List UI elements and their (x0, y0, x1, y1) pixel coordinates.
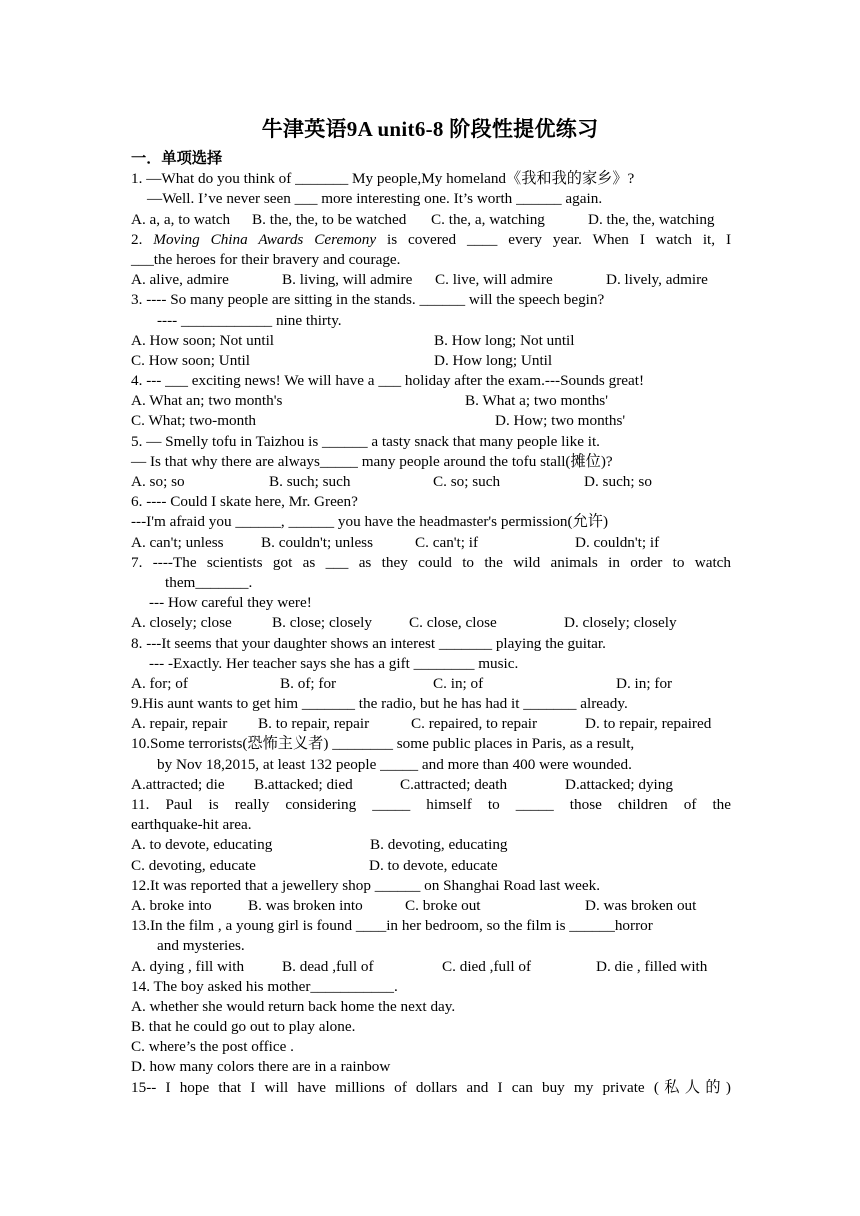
option-d: D. was broken out (585, 896, 697, 914)
option-b: B. was broken into (248, 896, 363, 914)
option-d: D. to devote, educate (369, 856, 498, 874)
section-heading: 一．单项选择 (131, 150, 223, 167)
question-7-options (131, 613, 731, 633)
option-d: D. How long; Until (434, 351, 553, 369)
option-b: B. What a; two months' (465, 392, 608, 410)
question-13-continuation: and mysteries. (157, 937, 245, 955)
option-d: D. couldn't; if (575, 533, 660, 551)
option-c: C. What; two-month (131, 412, 257, 430)
question-number: 2. (131, 230, 143, 248)
option-c: C. close, close (409, 614, 497, 632)
question-11-options-row1 (131, 835, 731, 855)
option-b: B. How long; Not until (434, 331, 575, 349)
question-6-reply: ---I'm afraid you ______, ______ you have the headmaster's permission(允许) (131, 513, 609, 531)
option-b: B. the, the, to be watched (252, 210, 407, 228)
option-a: A. alive, admire (131, 271, 229, 289)
option-b: B. to repair, repair (258, 715, 370, 733)
question-6-options (131, 533, 731, 553)
page-title: 牛津英语9A unit6-8 阶段性提优练习 (261, 117, 599, 141)
option-a: A. repair, repair (131, 715, 228, 733)
option-d: D. to repair, repaired (585, 715, 712, 733)
option-c: C. live, will admire (435, 271, 553, 289)
question-3-options-row1 (131, 331, 731, 351)
option-c: C. in; of (433, 674, 484, 692)
question-12-options (131, 896, 731, 916)
option-b: B. that he could go out to play alone. (131, 1018, 356, 1036)
option-b: B. devoting, educating (370, 836, 508, 854)
option-b: B. living, will admire (282, 271, 413, 289)
option-a: A. can't; unless (131, 533, 224, 551)
option-a: A. whether she would return back home the next day. (131, 997, 456, 1015)
option-d: D.attacked; dying (565, 775, 673, 793)
option-a: A. How soon; Not until (131, 331, 275, 349)
option-b: B. such; such (269, 473, 351, 490)
option-a: A. to devote, educating (131, 836, 273, 854)
option-b: B. close; closely (272, 614, 372, 632)
question-10-options (131, 775, 731, 795)
question-4-stem: 4. --- ___ exciting news! We will have a ___ holiday after the exam.---Sounds great! (131, 372, 645, 390)
question-3-stem: 3. ---- So many people are sitting in the stands. ______ will the speech begin? (131, 291, 605, 309)
question-4-options-row1 (131, 391, 731, 411)
option-d: D. how many colors there are in a rainbow (131, 1058, 391, 1076)
question-13-options (131, 957, 731, 977)
option-d: D. How; two months' (495, 412, 626, 430)
question-2-stem (131, 230, 731, 250)
question-2-options (131, 270, 731, 290)
question-11-continuation: earthquake-hit area. (131, 816, 252, 834)
program-title: Moving China Awards Ceremony (153, 230, 377, 248)
question-10-stem: 10.Some terrorists(恐怖主义者) ________ some public places in Paris, as a result, (131, 735, 635, 753)
option-d: D. such; so (584, 473, 652, 490)
question-5-stem: 5. — Smelly tofu in Taizhou is ______ a tasty snack that many people like it. (131, 432, 600, 450)
question-3-reply: ---- ____________ nine thirty. (157, 311, 342, 329)
question-11-options-row2 (131, 856, 731, 876)
option-c: C. where’s the post office . (131, 1038, 294, 1056)
question-5-options (131, 472, 731, 492)
question-3-options-row2 (131, 351, 731, 371)
option-c: C.attracted; death (400, 775, 508, 793)
option-d: D. in; for (616, 674, 673, 692)
option-b: B. of; for (280, 674, 337, 692)
option-b: B. couldn't; unless (261, 533, 374, 551)
question-text: is covered ____ every year. When I watch it, I (387, 230, 732, 248)
question-5-reply: — Is that why there are always_____ many people around the tofu stall(摊位)? (131, 452, 613, 470)
option-a: A. dying , fill with (131, 957, 245, 975)
question-1-stem: 1. —What do you think of _______ My people,My homeland《我和我的家乡》? (131, 170, 635, 188)
question-10-continuation: by Nov 18,2015, at least 132 people _____ and more than 400 were wounded. (157, 755, 632, 773)
option-c: C. devoting, educate (131, 856, 256, 874)
question-9-stem: 9.His aunt wants to get him _______ the radio, but he has had it _______ already. (131, 695, 628, 713)
question-6-stem: 6. ---- Could I skate here, Mr. Green? (131, 493, 358, 511)
question-14-stem: 14. The boy asked his mother___________. (131, 977, 398, 995)
worksheet-body (131, 149, 731, 1098)
option-a: A. broke into (131, 896, 212, 914)
question-7-stem: 7. ----The scientists got as ___ as they could to the wild animals in order to watch (131, 553, 731, 571)
option-a: A. What an; two month's (131, 392, 283, 410)
option-a: A. for; of (131, 674, 188, 692)
option-a: A. closely; close (131, 614, 232, 632)
option-d: D. die , filled with (596, 957, 708, 975)
question-15-stem: 15-- I hope that I will have millions of dollars and I can buy my private (私人的) (131, 1078, 731, 1096)
option-a: A. a, a, to watch (131, 210, 231, 228)
question-4-options-row2 (131, 411, 731, 431)
option-c: C. so; such (433, 473, 501, 490)
option-b: B. dead ,full of (282, 957, 374, 975)
question-7-continuation: them_______. (165, 573, 253, 591)
option-c: C. the, a, watching (431, 210, 545, 228)
question-1-options (131, 210, 731, 230)
option-c: C. How soon; Until (131, 351, 250, 369)
option-a: A.attracted; die (131, 775, 225, 793)
option-c: C. broke out (405, 896, 481, 914)
option-d: D. lively, admire (606, 271, 708, 289)
question-12-stem: 12.It was reported that a jewellery shop ______ on Shanghai Road last week. (131, 876, 601, 894)
option-c: C. can't; if (415, 533, 479, 551)
option-a: A. so; so (131, 473, 185, 490)
question-7-reply: --- How careful they were! (149, 594, 312, 612)
question-9-options (131, 714, 731, 734)
option-d: D. closely; closely (564, 614, 677, 632)
question-1-reply: —Well. I’ve never seen ___ more interesting one. It’s worth ______ again. (147, 190, 603, 208)
option-c: C. repaired, to repair (411, 715, 538, 733)
option-d: D. the, the, watching (588, 210, 715, 228)
option-b: B.attacked; died (254, 775, 353, 793)
question-8-stem: 8. ---It seems that your daughter shows an interest _______ playing the guitar. (131, 634, 606, 652)
question-11-stem: 11. Paul is really considering _____ himself to _____ those children of the (131, 796, 731, 813)
option-c: C. died ,full of (442, 957, 532, 975)
question-8-options (131, 674, 731, 694)
question-8-reply: --- -Exactly. Her teacher says she has a gift ________ music. (149, 654, 519, 672)
question-13-stem: 13.In the film , a young girl is found ____in her bedroom, so the film is ______horror (131, 917, 653, 935)
question-2-continuation: ___the heroes for their bravery and courage. (131, 250, 401, 268)
